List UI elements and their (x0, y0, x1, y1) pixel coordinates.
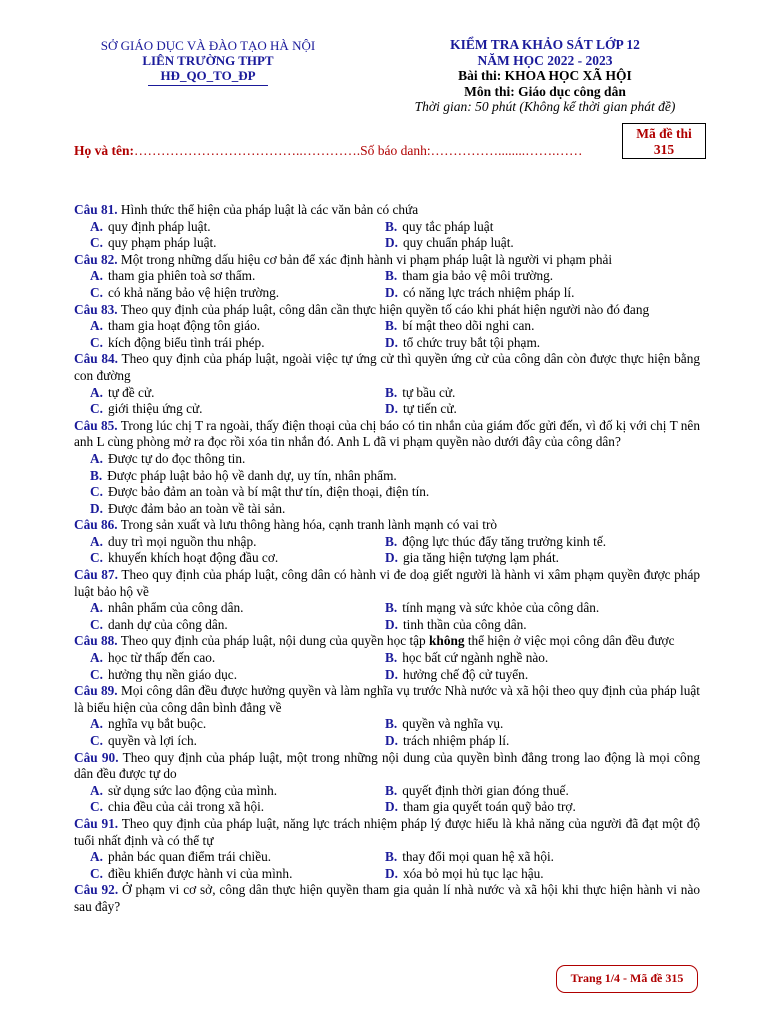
option-letter: C. (90, 733, 103, 748)
answer-option (90, 550, 385, 567)
answer-option (90, 650, 385, 667)
option-text: tham gia bảo vệ môi trường. (402, 268, 554, 284)
question-text: thể hiện ở việc mọi công dân đều được (464, 633, 675, 649)
answer-options (74, 716, 700, 749)
answer-option (90, 385, 385, 402)
answer-option (90, 866, 385, 883)
answer-option (90, 799, 385, 816)
question-block (74, 252, 700, 302)
answer-option (90, 733, 385, 750)
question-text: Mọi công dân đều được hưởng quyền và làm nghĩa vụ trước Nhà nước và xã hội theo quy định của pháp luật là biểu hiện của công dân bình đẳng về (74, 683, 700, 715)
option-letter: D. (385, 284, 398, 300)
answer-option (385, 534, 705, 551)
question-stem (74, 252, 700, 269)
option-letter: D. (385, 666, 398, 682)
option-letter: A. (90, 318, 103, 334)
option-text: quy phạm pháp luật. (107, 235, 217, 251)
answer-option (385, 385, 705, 402)
option-text: danh dự của công dân. (107, 616, 228, 632)
exam-title: KIỂM TRA KHẢO SÁT LỚP 12 (450, 37, 640, 52)
question-number: Câu 86. (74, 517, 118, 533)
answer-options (74, 318, 700, 351)
option-text: tinh thần của công dân. (402, 616, 527, 632)
option-text: nhân phẩm của công dân. (107, 600, 244, 616)
answer-options (74, 451, 700, 517)
name-label: Họ và tên: (74, 143, 134, 158)
question-stem (74, 202, 700, 219)
answer-option (385, 783, 705, 800)
answer-option (90, 667, 385, 684)
question-block (74, 633, 700, 683)
answer-options (74, 849, 700, 882)
option-text: trách nhiệm pháp lí. (402, 733, 510, 748)
option-text: Được tự do đọc thông tin. (107, 450, 246, 466)
answer-option (90, 318, 385, 335)
question-stem (74, 683, 700, 716)
option-letter: C. (90, 799, 103, 815)
option-letter: D. (385, 235, 398, 251)
question-block (74, 750, 700, 816)
question-block (74, 816, 700, 882)
option-letter: D. (385, 865, 398, 881)
option-text: nghĩa vụ bắt buộc. (107, 716, 207, 732)
answer-option (90, 534, 385, 551)
option-letter: C. (90, 401, 103, 417)
option-text: tham gia quyết toán quỹ bảo trợ. (402, 799, 576, 815)
option-letter: C. (90, 550, 103, 566)
question-text: Một trong những dấu hiệu cơ bản để xác định hành vi phạm pháp luật là người vi phạm phải (120, 251, 613, 267)
answer-option (90, 268, 385, 285)
option-text: hưởng thụ nền giáo dục. (107, 666, 238, 682)
option-text: phản bác quan điểm trái chiều. (107, 849, 272, 865)
question-text: Theo quy định của pháp luật, một trong những nội dung của quyền bình đẳng trong lao động là mọi công dân đều được tự do (74, 749, 701, 782)
answer-option (90, 401, 385, 418)
option-letter: C. (90, 616, 103, 632)
option-text: quyết định thời gian đóng thuế. (402, 782, 569, 798)
exam-duration: Thời gian: 50 phút (Không kể thời gian phát đề) (414, 99, 676, 114)
answer-option (385, 617, 705, 634)
question-number: Câu 83. (74, 301, 118, 317)
answer-options (74, 268, 700, 301)
option-letter: D. (385, 334, 398, 350)
answer-option (90, 451, 690, 468)
question-block (74, 351, 700, 417)
question-number: Câu 82. (74, 251, 118, 267)
answer-option (385, 335, 705, 352)
question-number: Câu 89. (74, 683, 118, 699)
answer-option (385, 799, 705, 816)
option-letter: D. (385, 616, 398, 632)
school-year: NĂM HỌC 2022 - 2023 (477, 52, 613, 68)
option-text: sử dụng sức lao động của mình. (107, 782, 278, 798)
question-stem (74, 302, 700, 319)
question-block (74, 202, 700, 252)
question-emphasis: không (429, 633, 465, 649)
option-letter: C. (90, 235, 103, 251)
exam-code-label: Mã đề thi (636, 126, 692, 141)
answer-option (385, 318, 705, 335)
question-block (74, 567, 700, 633)
header-underline (148, 85, 268, 86)
option-letter: B. (385, 318, 398, 334)
answer-option (90, 501, 690, 518)
option-text: có khả năng bảo vệ hiện trường. (107, 284, 280, 300)
option-letter: A. (90, 450, 103, 466)
option-text: quy tắc pháp luật (402, 218, 494, 234)
option-text: động lực thúc đẩy tăng trưởng kinh tế. (402, 533, 607, 549)
answer-option (90, 716, 385, 733)
option-text: tự tiến cử. (402, 401, 457, 417)
option-text: có năng lực trách nhiệm pháp lí. (402, 284, 575, 300)
answer-option (90, 235, 385, 252)
answer-option (385, 600, 705, 617)
option-text: quy chuẩn pháp luật. (402, 235, 514, 251)
question-block (74, 418, 700, 518)
option-letter: B. (385, 268, 398, 284)
question-number: Câu 90. (74, 749, 119, 765)
answer-option (90, 484, 690, 501)
answer-option (385, 849, 705, 866)
question-stem (74, 567, 700, 600)
question-block (74, 683, 700, 749)
option-letter: B. (385, 384, 398, 400)
question-text: Theo quy định của pháp luật, công dân có hành vi đe doạ giết người là hành vi xâm phạm quyền được pháp luật bảo hộ về (74, 567, 701, 599)
school-header (90, 38, 326, 86)
option-letter: B. (385, 782, 398, 798)
option-letter: A. (90, 650, 103, 666)
option-text: quyền và lợi ích. (107, 733, 197, 748)
option-letter: B. (385, 716, 398, 732)
answer-option (385, 550, 705, 567)
option-text: khuyến khích hoạt động đầu cơ. (107, 550, 279, 566)
option-text: giới thiệu ứng cử. (107, 401, 203, 417)
option-letter: B. (385, 218, 398, 234)
question-block (74, 882, 700, 915)
answer-option (385, 866, 705, 883)
option-letter: B. (90, 467, 103, 483)
option-text: chia đều của cải trong xã hội. (107, 799, 265, 815)
option-text: gia tăng hiện tượng lạm phát. (402, 550, 559, 566)
id-blank: ……………........…….…… (430, 143, 583, 158)
answer-option (385, 219, 705, 236)
exam-header (405, 37, 685, 115)
question-stem (74, 750, 700, 783)
option-text: tự đề cử. (107, 384, 155, 400)
question-number: Câu 85. (74, 417, 118, 433)
option-letter: B. (385, 849, 398, 865)
question-stem (74, 517, 700, 534)
answer-option (385, 716, 705, 733)
option-text: thay đổi mọi quan hệ xã hội. (402, 849, 554, 865)
option-text: quy định pháp luật. (107, 218, 211, 234)
question-number: Câu 87. (74, 567, 118, 583)
option-letter: C. (90, 334, 103, 350)
option-letter: D. (385, 733, 398, 748)
question-number: Câu 92. (74, 882, 119, 898)
option-text: Được đảm bảo an toàn về tài sản. (107, 500, 286, 516)
option-letter: B. (385, 533, 398, 549)
department-name: SỞ GIÁO DỤC VÀ ĐÀO TẠO HÀ NỘI (100, 38, 316, 53)
answer-option (90, 600, 385, 617)
question-text: Trong lúc chị T ra ngoài, thấy điện thoại của chị báo có tin nhắn của giám đốc gửi đến, vì đố kị với chị T nên anh L cùng phòng mở ra đọc rồi xóa tin nhắn đó. Anh L đã vi phạm quyền nào dưới đây của công dân? (74, 417, 700, 450)
option-text: tính mạng và sức khỏe của công dân. (402, 600, 600, 616)
question-block (74, 517, 700, 567)
option-letter: D. (385, 401, 398, 417)
answer-option (90, 468, 690, 485)
question-list (74, 202, 700, 916)
option-text: duy trì mọi nguồn thu nhập. (107, 533, 257, 549)
option-letter: C. (90, 865, 103, 881)
option-letter: A. (90, 716, 103, 732)
student-info-line (74, 143, 614, 159)
council-code: HĐ_QO_TO_ĐP (160, 68, 256, 83)
option-text: điều khiển được hành vi của mình. (107, 865, 293, 881)
option-letter: A. (90, 849, 103, 865)
option-letter: D. (385, 550, 398, 566)
option-text: tự bầu cử. (402, 384, 456, 400)
question-stem (74, 418, 700, 451)
question-text: Theo quy định của pháp luật, nội dung của quyền học tập (120, 633, 430, 649)
option-text: xóa bỏ mọi hủ tục lạc hậu. (402, 865, 544, 881)
answer-option (385, 650, 705, 667)
answer-options (74, 219, 700, 252)
option-letter: A. (90, 384, 103, 400)
question-number: Câu 91. (74, 815, 119, 831)
name-blank: ………………………………..…………. (134, 143, 361, 158)
exam-section: Bài thi: KHOA HỌC XÃ HỘI (458, 68, 632, 83)
school-name: LIÊN TRƯỜNG THPT (142, 53, 274, 68)
exam-code-box (622, 123, 706, 159)
id-label: Số báo danh: (360, 143, 431, 158)
option-letter: D. (90, 500, 103, 516)
option-text: Được bảo đảm an toàn và bí mật thư tín, điện thoại, điện tín. (107, 484, 430, 500)
question-text: Trong sản xuất và lưu thông hàng hóa, cạnh tranh lành mạnh có vai trò (120, 517, 498, 533)
exam-code-value: 315 (653, 142, 675, 157)
option-letter: A. (90, 533, 103, 549)
question-text: Theo quy định của pháp luật, công dân cần thực hiện quyền tố cáo khi phát hiện người nào đó đang (120, 301, 650, 317)
option-letter: A. (90, 218, 103, 234)
question-text: Theo quy định của pháp luật, ngoài việc tự ứng cử thì quyền ứng cử của công dân còn được thực hiện bằng con đường (74, 351, 701, 383)
question-stem (74, 882, 700, 915)
answer-option (90, 849, 385, 866)
answer-option (385, 401, 705, 418)
answer-option (385, 268, 705, 285)
option-letter: B. (385, 600, 398, 616)
answer-options (74, 600, 700, 633)
answer-option (385, 235, 705, 252)
question-text: Ở phạm vi cơ sở, công dân thực hiện quyền tham gia quản lí nhà nước và xã hội khi thực hiện hành vi nào sau đây? (74, 882, 700, 914)
option-text: tổ chức truy bắt tội phạm. (402, 334, 541, 350)
answer-options (74, 650, 700, 683)
option-letter: C. (90, 666, 103, 682)
option-text: tham gia hoạt động tôn giáo. (107, 318, 261, 334)
option-text: học bất cứ ngành nghề nào. (402, 650, 549, 666)
answer-option (90, 783, 385, 800)
answer-option (90, 285, 385, 302)
question-stem (74, 633, 700, 650)
question-text: Theo quy định của pháp luật, năng lực trách nhiệm pháp lý được hiểu là khả năng của người đã đạt một độ tuổi nhất định và có thể tự (74, 815, 700, 848)
answer-option (90, 335, 385, 352)
answer-options (74, 385, 700, 418)
answer-option (385, 733, 705, 750)
option-letter: A. (90, 268, 103, 284)
option-text: hưởng chế độ cử tuyển. (402, 666, 529, 682)
answer-option (385, 285, 705, 302)
option-text: bí mật theo dõi nghi can. (402, 318, 535, 334)
question-number: Câu 88. (74, 633, 118, 649)
option-letter: D. (385, 799, 398, 815)
option-text: học từ thấp đến cao. (107, 650, 216, 666)
page-footer: Trang 1/4 - Mã đề 315 (556, 965, 698, 993)
question-number: Câu 81. (74, 202, 118, 217)
answer-options (74, 783, 700, 816)
question-block (74, 302, 700, 352)
answer-option (385, 667, 705, 684)
option-letter: A. (90, 782, 103, 798)
option-letter: B. (385, 650, 398, 666)
option-letter: A. (90, 600, 103, 616)
question-number: Câu 84. (74, 351, 118, 367)
option-text: quyền và nghĩa vụ. (402, 716, 504, 732)
option-letter: C. (90, 284, 103, 300)
option-text: tham gia phiên toà sơ thẩm. (107, 268, 256, 284)
option-text: Được pháp luật bảo hộ về danh dự, uy tín, nhân phẩm. (107, 467, 397, 483)
option-text: kích động biểu tình trái phép. (107, 334, 265, 350)
exam-subject: Môn thi: Giáo dục công dân (464, 83, 626, 99)
question-text: Hình thức thể hiện của pháp luật là các văn bản có chứa (120, 202, 419, 217)
answer-option (90, 617, 385, 634)
answer-options (74, 534, 700, 567)
question-stem (74, 816, 700, 849)
option-letter: C. (90, 484, 103, 500)
question-stem (74, 351, 700, 384)
answer-option (90, 219, 385, 236)
